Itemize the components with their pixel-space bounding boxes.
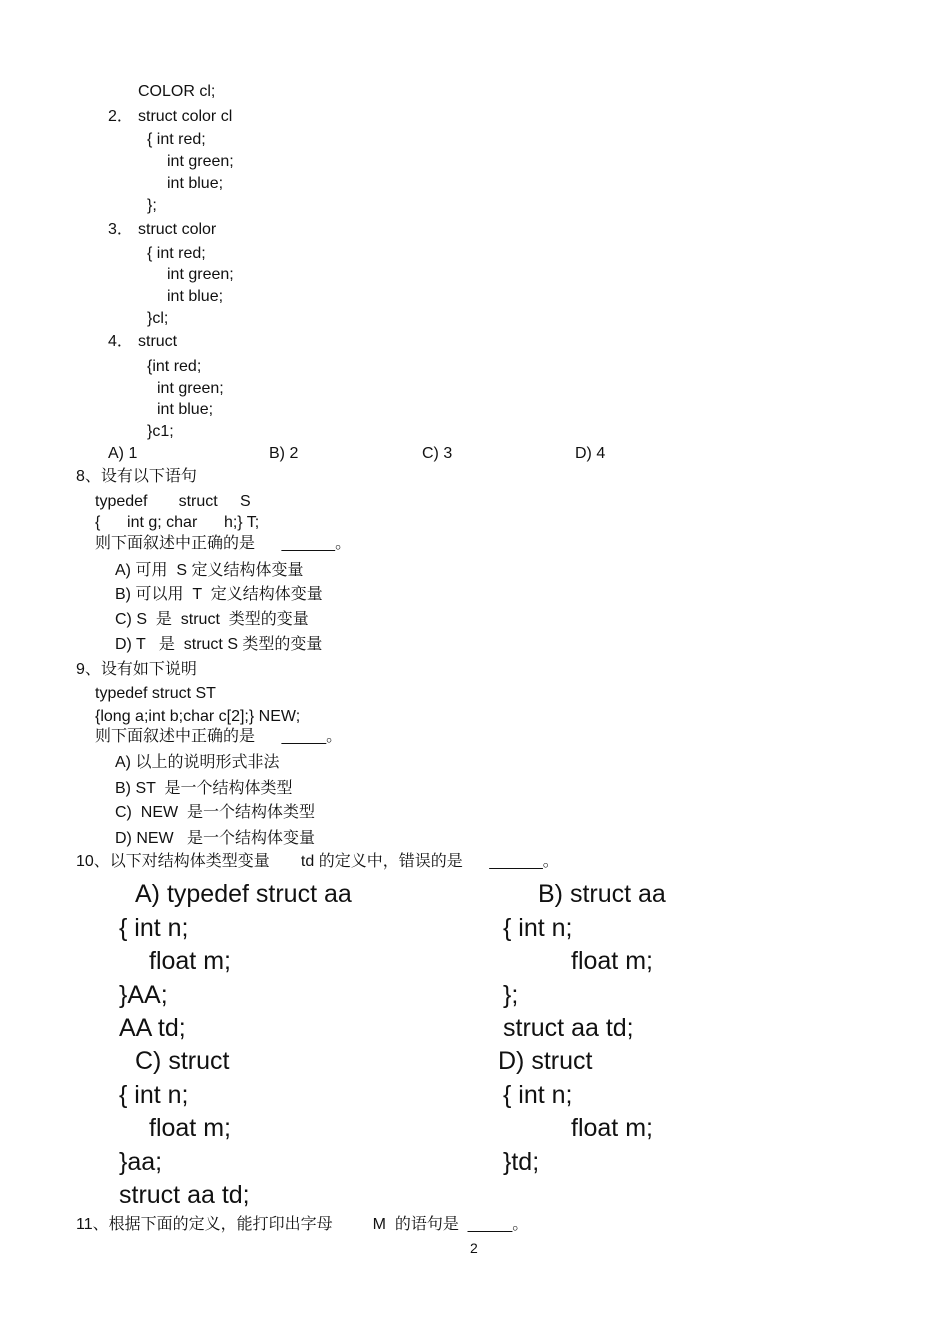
code-line: int blue; <box>167 288 224 305</box>
question-title: 9、设有如下说明 <box>76 661 197 678</box>
code-line: }td; <box>503 1148 540 1176</box>
code-line: }cl; <box>147 310 169 327</box>
code-line: struct color cl <box>138 108 233 125</box>
answer-option: A) 可用 S 定义结构体变量 <box>115 562 304 579</box>
page-number: 2 <box>470 1240 478 1256</box>
code-line: AA td; <box>119 1014 186 1042</box>
code-line: }; <box>503 981 519 1009</box>
code-line: { int n; <box>503 914 573 942</box>
code-line: COLOR cl; <box>138 83 216 100</box>
code-line: int blue; <box>167 175 224 192</box>
option-number: 4． <box>108 333 133 350</box>
answer-option: C) 3 <box>422 445 453 462</box>
answer-option: C) S 是 struct 类型的变量 <box>115 611 309 628</box>
question-title: 10、以下对结构体类型变量 td 的定义中，错误的是 ______。 <box>76 853 559 870</box>
code-line: typedef struct S <box>95 493 251 510</box>
code-line: struct color <box>138 221 217 238</box>
answer-option: B) ST 是一个结构体类型 <box>115 780 293 797</box>
option-a-label: A) typedef struct aa <box>135 880 352 908</box>
code-line: int green; <box>167 266 234 283</box>
question-text: 则下面叙述中正确的是 _____。 <box>95 728 343 745</box>
question-title: 11、根据下面的定义，能打印出字母 M 的语句是 _____。 <box>76 1216 529 1233</box>
code-line: typedef struct ST <box>95 685 216 702</box>
code-line: {int red; <box>147 358 202 375</box>
answer-option: D) NEW 是一个结构体变量 <box>115 830 315 847</box>
code-line: {long a;int b;char c[2];} NEW; <box>95 708 301 725</box>
answer-option: A) 1 <box>108 445 138 462</box>
question-title: 8、设有以下语句 <box>76 468 197 485</box>
option-c-label: C) struct <box>135 1047 230 1075</box>
code-line: struct aa td; <box>119 1181 250 1209</box>
question-text: 则下面叙述中正确的是 ______。 <box>95 535 352 552</box>
code-line: int blue; <box>157 401 214 418</box>
code-line: struct <box>138 333 178 350</box>
option-b-label: B) struct aa <box>538 880 666 908</box>
code-line: { int red; <box>147 245 206 262</box>
code-line: float m; <box>571 1114 653 1142</box>
answer-option: A) 以上的说明形式非法 <box>115 754 280 771</box>
answer-option: B) 2 <box>269 445 299 462</box>
option-number: 3． <box>108 221 133 238</box>
answer-option: D) T 是 struct S 类型的变量 <box>115 636 323 653</box>
code-line: { int n; <box>119 914 189 942</box>
answer-option: B) 可以用 T 定义结构体变量 <box>115 586 323 603</box>
code-line: int green; <box>167 153 234 170</box>
code-line: { int g; char h;} T; <box>95 514 260 531</box>
code-line: { int red; <box>147 131 206 148</box>
answer-option: C) NEW 是一个结构体类型 <box>115 804 315 821</box>
code-line: }c1; <box>147 423 174 440</box>
code-line: }; <box>147 197 157 214</box>
code-line: float m; <box>149 947 231 975</box>
code-line: { int n; <box>119 1081 189 1109</box>
option-d-label: D) struct <box>498 1047 593 1075</box>
answer-option: D) 4 <box>575 445 606 462</box>
code-line: int green; <box>157 380 224 397</box>
code-line: float m; <box>571 947 653 975</box>
code-line: }AA; <box>119 981 168 1009</box>
code-line: float m; <box>149 1114 231 1142</box>
code-line: { int n; <box>503 1081 573 1109</box>
code-line: struct aa td; <box>503 1014 634 1042</box>
code-line: }aa; <box>119 1148 163 1176</box>
option-number: 2． <box>108 108 133 125</box>
